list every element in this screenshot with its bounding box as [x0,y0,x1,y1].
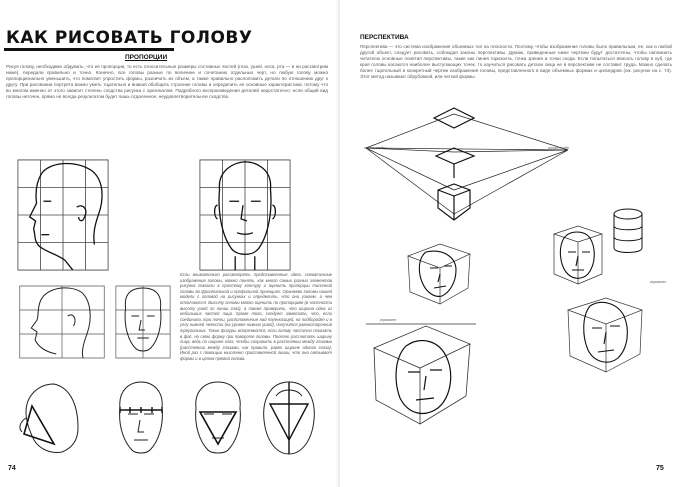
front-head-sketch [112,282,174,362]
section-heading-perspective: ПЕРСПЕКТИВА [360,34,409,41]
right-page [340,0,680,487]
head-in-box-sketch-1 [404,238,474,306]
head-in-box-sketch-4 [366,318,476,430]
vanishing-point-right-label: точка схода [548,146,569,150]
horizon-label-left: горизонт [380,318,397,322]
front-head-grid-drawing [196,156,294,274]
profile-head-grid-drawing [14,156,112,274]
title-underline [4,48,174,51]
perspective-text: Перспектива — это система изображения объемных тел на плоскости. Поэтому, чтобы изображение головы было правильным, ее, как и любой другой объект, следует рисовать, соблюдая законы перспективы. Думаю, приведенные ниже чертежи будут достаточны, чтобы напомнить читателю основные понятия перспективы, такие как линия горизонта, точка зрения и точки схода. Если попытаться вписать голову в куб, где края головы касаются наиболее выступающих точек, то изучиться рисовать детали лица не в перспективе не составит труда. Можно сделать более тщательный и конкретный чертеж изображения головы, представленного в виде объемных формах и цилиндров (см. рисунок на с. 74). Этот метод называют обрубовкой, или четкой формы. [360,44,672,79]
chapter-title: КАК РИСОВАТЬ ГОЛОВУ [6,28,253,48]
page-number-left: 74 [8,465,16,472]
section-heading-proportions: ПРОПОРЦИИ [125,54,168,61]
profile-triangle-sketch [14,378,86,458]
front-eye-width-sketch [106,378,176,458]
proportions-caption-text: Если внимательно рассмотреть представленные здесь схематичные изображения головы, можно понять, как много самых разных элементов рисунка помогли в простому контуру и оценить пропорции типичной головы во фронтальной и профильной проекциях. Оранжево головы нашей модели с головой на рисунках и определить, что они узнаем, а чем отличаются. Высоту головы можно оценить по пропорциям (в частности высоту ушей по линии глаз), а также проверить, что ширина одна из небольших частей лица. Кроме того, следует заметить, что, если соединить три точки, расположенные над переносицей, на подбородке и в углу нижней челюсти (на уровне нижних ушей), получится равносторонний треугольник. Такие фигуры встречаются, если голову частично показать в фас, но свою форму при повороте головы. Полезно рассчитать ширину лица, ведь по ширине глаз, чтобы сохранить в расстоянии между глазами (расстоянии между глазами, как правило, равно ширине одного глаза). Иной раз с помощью мысленно приставленной линии, что она связывает формы и в целом прямой голова. [180,272,332,361]
front-triangle-sketch [186,378,250,458]
head-in-box-sketch-2 [550,222,606,288]
profile-head-sketch [14,282,110,362]
page-number-right: 75 [656,465,664,472]
perspective-cube-diagram [358,96,574,228]
top-view-head-sketch [256,378,322,458]
vanishing-point-left-label: точка схода [364,146,385,150]
horizon-label-right: горизонт [650,280,667,284]
proportions-intro-text: Рисуя голову, необходимо обдумать, что ее пропорции, то есть относительные размеры составных частей (глаз, ушей, носа, рта — и ни рассмотрим ниже), передали правильно и точно. Конечно, все головы разные по величине и сочетанию отдельных черт, но любую голову можно пропорционально уменьшить, что помогает упростить формы, различить их объем, а также правильно расположить детали по отношению друг к другу. При рисовании портрета важно уметь тщательно и вникая обобщить строение головы и определить ее основные характеристики, потому что во многом именно от этого зависит степень сходства рисунка с оригиналом. Подробного воспроизведения деталей недостаточно: если общий вид головы неточен, прямо не всегда результатом будет лишь отдаленное, неудовлетворительное сходство. [6,64,328,99]
head-in-box-sketch-3 [562,292,648,376]
cylinder-drawing [608,206,648,256]
